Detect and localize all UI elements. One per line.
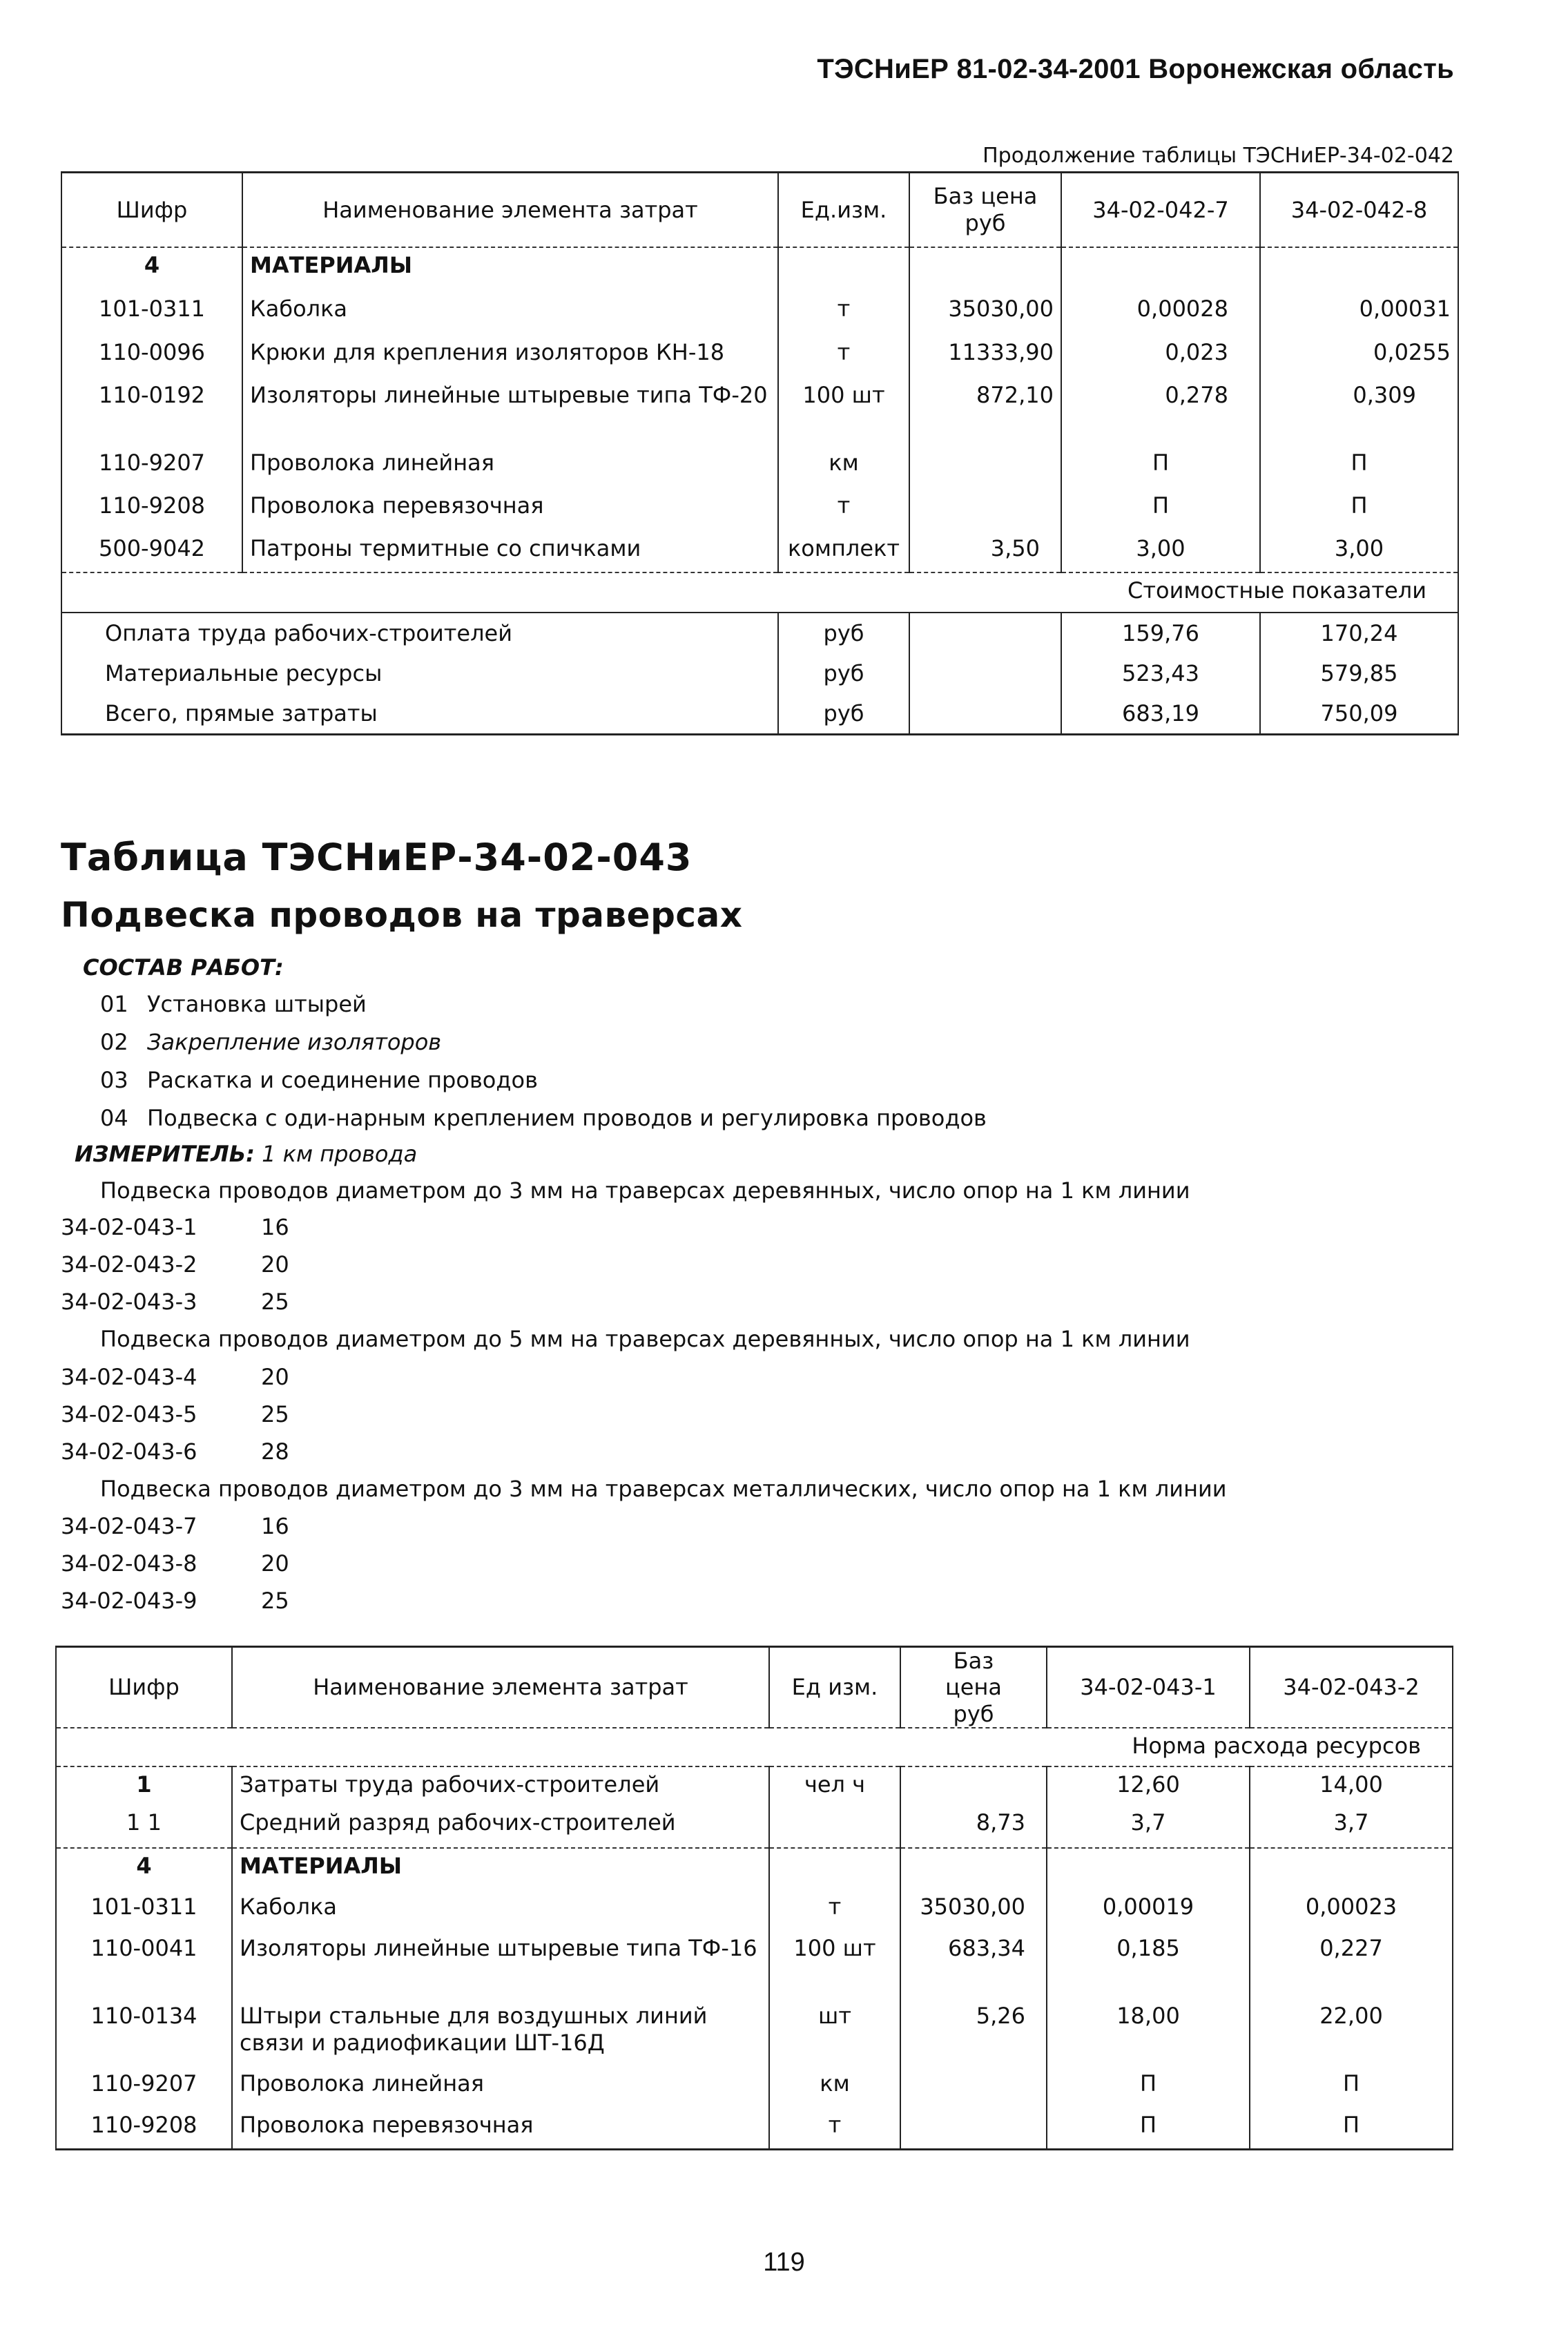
code-item-value: 20: [261, 1364, 289, 1390]
row-value-1: 0,278: [1061, 378, 1260, 445]
row-price: 8,73: [900, 1805, 1047, 1848]
summary-value-1: 159,76: [1061, 613, 1260, 653]
row-code: 101-0311: [90, 1894, 197, 1920]
table-row: [56, 2066, 1453, 2108]
summary-value-1: 683,19: [1061, 693, 1260, 735]
summary-value-2: 750,09: [1260, 693, 1458, 735]
row-code: 110-0096: [98, 338, 206, 365]
code-item: [61, 1251, 289, 1278]
summary-price-empty: [909, 693, 1061, 735]
row-unit: 100 шт: [778, 378, 909, 445]
table-row: [61, 378, 1458, 445]
row-value-2: 0,309: [1260, 378, 1458, 445]
row-value-1: 0,185: [1047, 1931, 1250, 1999]
table-row: [61, 335, 1458, 378]
col-header-price: Баз цена руб: [909, 173, 1061, 247]
row-price: 35030,00: [909, 291, 1061, 335]
row-name: Патроны термитные со спичками: [242, 531, 778, 572]
table-row: [56, 1931, 1453, 1999]
row-value-2: [1250, 1848, 1453, 1889]
row-value-1: 3,7: [1047, 1805, 1250, 1848]
code-item: [61, 1588, 289, 1614]
row-value-2: П: [1250, 2066, 1453, 2108]
work-item-number: 02: [100, 1029, 128, 1055]
row-price: [909, 445, 1061, 488]
code-item-code: 34-02-043-3: [61, 1289, 197, 1315]
code-item: [61, 1550, 289, 1577]
row-price: 5,26: [900, 1999, 1047, 2066]
row-code: 110-9208: [98, 492, 206, 519]
code-item: [61, 1364, 289, 1390]
row-name: Проволока линейная: [232, 2066, 769, 2108]
work-item: [100, 991, 367, 1017]
code-item: [61, 1438, 289, 1465]
resource-table-043: [55, 1646, 1453, 2150]
summary-price-empty: [909, 653, 1061, 693]
col-header-norm-1: 34-02-043-1: [1047, 1647, 1250, 1728]
row-value-1: [1061, 247, 1260, 291]
row-code: 110-9207: [98, 449, 206, 476]
row-price: 872,10: [909, 378, 1061, 445]
row-code: 110-9207: [90, 2070, 197, 2097]
code-item-value: 25: [261, 1289, 289, 1315]
row-name: Изоляторы линейные штыревые типа ТФ-16: [232, 1931, 769, 1999]
row-name: Изоляторы линейные штыревые типа ТФ-20: [242, 378, 778, 445]
col-header-norm-1: 34-02-042-7: [1061, 173, 1260, 247]
row-name: МАТЕРИАЛЫ: [232, 1848, 769, 1889]
band-label: Стоимостные показатели: [1127, 577, 1426, 604]
code-item-value: 28: [261, 1438, 289, 1465]
code-item-value: 25: [261, 1588, 289, 1614]
work-item-number: 04: [100, 1105, 128, 1131]
table-row: [56, 1766, 1453, 1805]
code-item: [61, 1214, 289, 1240]
row-value-2: П: [1260, 445, 1458, 488]
row-name: Крюки для крепления изоляторов КН-18: [242, 335, 778, 378]
row-price: [900, 2108, 1047, 2149]
row-name: Затраты труда рабочих-строителей: [232, 1766, 769, 1805]
band-label: Норма расхода ресурсов: [1132, 1733, 1421, 1760]
row-value-1: П: [1061, 488, 1260, 531]
row-value-2: 0,00031: [1260, 291, 1458, 335]
summary-unit: руб: [778, 613, 909, 653]
row-price: [900, 2066, 1047, 2108]
row-code: 110-0192: [98, 381, 206, 408]
code-item: [61, 1401, 289, 1427]
cost-indicators-band: [61, 572, 1458, 613]
section-subtitle: Подвеска проводов на траверсах: [61, 895, 743, 935]
row-unit: км: [769, 2066, 900, 2108]
summary-unit: руб: [778, 653, 909, 693]
row-value-1: 0,00019: [1047, 1889, 1250, 1931]
row-unit: т: [769, 2108, 900, 2149]
row-code: 4: [136, 1853, 152, 1880]
row-price: [900, 1848, 1047, 1889]
group-description: Подвеска проводов диаметром до 3 мм на траверсах деревянных, число опор на 1 км линии: [100, 1177, 1190, 1204]
row-value-1: 3,00: [1061, 531, 1260, 572]
row-value-2: П: [1260, 488, 1458, 531]
col-header-unit: Ед.изм.: [778, 173, 909, 247]
row-name: Каболка: [232, 1889, 769, 1931]
code-item-code: 34-02-043-8: [61, 1550, 197, 1577]
table-header-row: [56, 1647, 1453, 1728]
work-item-text: Закрепление изоляторов: [147, 1029, 442, 1055]
row-value-1: П: [1061, 445, 1260, 488]
summary-value-1: 523,43: [1061, 653, 1260, 693]
table-row: [56, 1999, 1453, 2066]
table-row: [61, 531, 1458, 572]
code-item-code: 34-02-043-1: [61, 1214, 197, 1240]
work-item-text: Раскатка и соединение проводов: [147, 1067, 538, 1093]
col-header-code: Шифр: [108, 1674, 180, 1701]
table-row: [56, 1889, 1453, 1931]
table-continuation-note: Продолжение таблицы ТЭСНиЕР-34-02-042: [983, 144, 1454, 168]
table-header-row: [61, 173, 1458, 247]
page-header-title: ТЭСНиЕР 81-02-34-2001 Воронежская область: [817, 54, 1454, 84]
group-description: Подвеска проводов диаметром до 3 мм на траверсах металлических, число опор на 1 км линии: [100, 1476, 1227, 1502]
code-item-value: 25: [261, 1401, 289, 1427]
row-price: 35030,00: [900, 1889, 1047, 1931]
row-unit: [769, 1805, 900, 1848]
row-price: 3,50: [909, 531, 1061, 572]
row-code: 110-0041: [90, 1935, 197, 1962]
row-price: [909, 488, 1061, 531]
work-item: [100, 1029, 441, 1055]
row-code: 1 1: [126, 1809, 162, 1836]
row-code: 4: [144, 251, 160, 278]
row-unit: т: [778, 488, 909, 531]
row-value-1: 0,00028: [1061, 291, 1260, 335]
row-name: Проволока перевязочная: [242, 488, 778, 531]
measurement-label: ИЗМЕРИТЕЛЬ:: [75, 1141, 255, 1167]
table-row: [56, 1805, 1453, 1848]
resource-norm-band: [56, 1728, 1453, 1766]
table-row: [61, 247, 1458, 291]
row-code: 110-9208: [90, 2112, 197, 2139]
col-header-norm-2: 34-02-043-2: [1250, 1647, 1453, 1728]
code-item-value: 16: [261, 1513, 289, 1539]
code-item-code: 34-02-043-7: [61, 1513, 197, 1539]
work-item-number: 01: [100, 991, 128, 1017]
row-name: Каболка: [242, 291, 778, 335]
group-description: Подвеска проводов диаметром до 5 мм на траверсах деревянных, число опор на 1 км линии: [100, 1326, 1190, 1352]
row-name: Штыри стальные для воздушных линий связи и радиофикации ШТ-16Д: [232, 1999, 769, 2066]
row-unit: чел ч: [769, 1766, 900, 1805]
row-unit: 100 шт: [769, 1931, 900, 1999]
row-name: Средний разряд рабочих-строителей: [232, 1805, 769, 1848]
col-header-norm-2: 34-02-042-8: [1260, 173, 1458, 247]
work-item-text: Подвеска с оди-нарным креплением проводов и регулировка проводов: [147, 1105, 987, 1131]
row-value-2: 3,7: [1250, 1805, 1453, 1848]
work-composition-label: СОСТАВ РАБОТ:: [83, 954, 284, 981]
code-item-code: 34-02-043-5: [61, 1401, 197, 1427]
row-value-2: 0,00023: [1250, 1889, 1453, 1931]
table-row: [61, 291, 1458, 335]
col-header-code: Шифр: [116, 196, 188, 223]
summary-unit: руб: [778, 693, 909, 735]
col-header-unit: Ед изм.: [769, 1647, 900, 1728]
measurement-unit-line: [75, 1141, 417, 1167]
col-header-name: Наименование элемента затрат: [232, 1647, 769, 1728]
code-item: [61, 1289, 289, 1315]
row-price: [900, 1766, 1047, 1805]
summary-row: [61, 693, 1458, 735]
row-value-2: 22,00: [1250, 1999, 1453, 2066]
summary-value-2: 170,24: [1260, 613, 1458, 653]
row-code: 101-0311: [98, 295, 206, 322]
row-name: Проволока перевязочная: [232, 2108, 769, 2149]
row-value-2: [1260, 247, 1458, 291]
row-value-1: 12,60: [1047, 1766, 1250, 1805]
row-unit: шт: [769, 1999, 900, 2066]
table-row: [61, 488, 1458, 531]
row-value-1: 0,023: [1061, 335, 1260, 378]
row-price: 11333,90: [909, 335, 1061, 378]
code-item: [61, 1513, 289, 1539]
row-unit: т: [769, 1889, 900, 1931]
code-item-value: 20: [261, 1251, 289, 1278]
summary-row: [61, 653, 1458, 693]
summary-price-empty: [909, 613, 1061, 653]
row-value-1: П: [1047, 2108, 1250, 2149]
summary-name: Материальные ресурсы: [105, 659, 383, 686]
row-price: 683,34: [900, 1931, 1047, 1999]
summary-value-2: 579,85: [1260, 653, 1458, 693]
row-value-2: П: [1250, 2108, 1453, 2149]
row-value-1: П: [1047, 2066, 1250, 2108]
table-row: [56, 1848, 1453, 1889]
code-item-code: 34-02-043-2: [61, 1251, 197, 1278]
code-item-code: 34-02-043-4: [61, 1364, 197, 1390]
col-header-price: Баз цена руб: [900, 1647, 1047, 1728]
row-unit: т: [778, 335, 909, 378]
row-value-2: 3,00: [1260, 531, 1458, 572]
row-code: 500-9042: [98, 534, 206, 561]
row-value-2: 14,00: [1250, 1766, 1453, 1805]
work-item-text: Установка штырей: [147, 991, 367, 1017]
row-unit: [778, 247, 909, 291]
summary-name: Всего, прямые затраты: [105, 700, 378, 726]
code-item-value: 20: [261, 1550, 289, 1577]
row-value-2: 0,227: [1250, 1931, 1453, 1999]
row-code: 1: [136, 1771, 152, 1798]
row-price: [909, 247, 1061, 291]
row-unit: км: [778, 445, 909, 488]
row-name: МАТЕРИАЛЫ: [242, 247, 778, 291]
work-item: [100, 1105, 987, 1131]
row-unit: комплект: [778, 531, 909, 572]
work-item-number: 03: [100, 1067, 128, 1093]
table-row: [61, 445, 1458, 488]
row-code: 110-0134: [90, 2003, 197, 2030]
row-value-1: 18,00: [1047, 1999, 1250, 2066]
row-value-1: [1047, 1848, 1250, 1889]
code-item-code: 34-02-043-9: [61, 1588, 197, 1614]
code-item-code: 34-02-043-6: [61, 1438, 197, 1465]
table-title: Таблица ТЭСНиЕР-34-02-043: [61, 836, 693, 879]
summary-row: [61, 613, 1458, 653]
row-unit: [769, 1848, 900, 1889]
measurement-value: 1 км провода: [262, 1141, 418, 1167]
col-header-name: Наименование элемента затрат: [242, 173, 778, 247]
work-item: [100, 1067, 538, 1093]
summary-name: Оплата труда рабочих-строителей: [105, 619, 512, 646]
resource-table-042: [61, 171, 1459, 735]
code-item-value: 16: [261, 1214, 289, 1240]
row-unit: т: [778, 291, 909, 335]
row-name: Проволока линейная: [242, 445, 778, 488]
table-row: [56, 2108, 1453, 2149]
page-number: 119: [763, 2248, 805, 2277]
row-value-2: 0,0255: [1260, 335, 1458, 378]
